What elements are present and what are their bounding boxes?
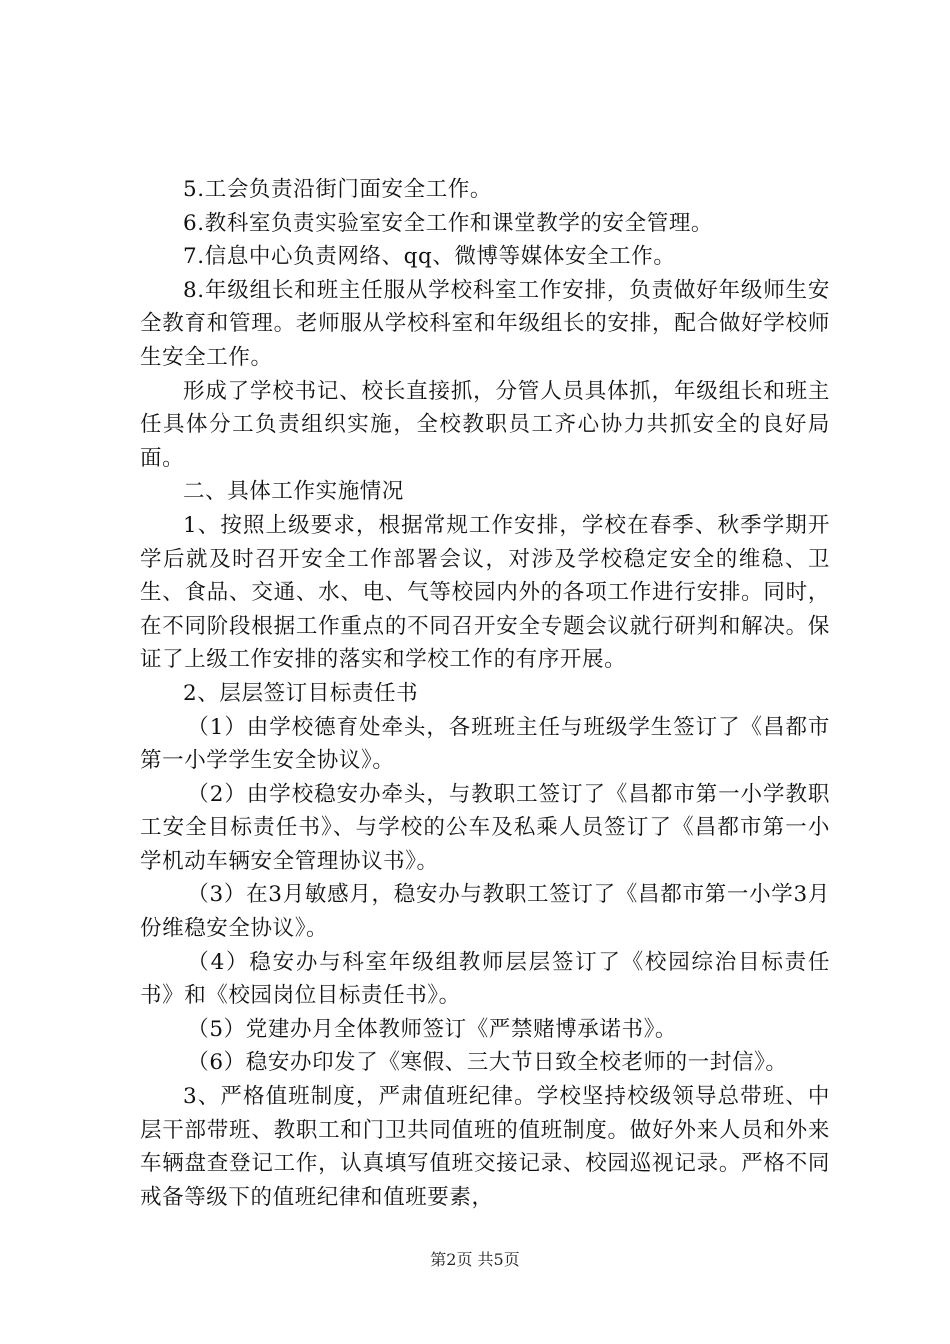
paragraph-sub-5: （5）党建办月全体教师签订《严禁赌博承诺书》。	[187, 1016, 678, 1042]
paragraph-item-6: 6.教科室负责实验室安全工作和课堂教学的安全管理。	[183, 210, 714, 236]
paragraph-sub-4: （4）稳安办与科室年级组教师层层签订了《校园综治目标责任书》和《校园岗位目标责任书》。	[140, 949, 830, 1009]
document-body	[140, 173, 830, 1214]
paragraph-item-7: 7.信息中心负责网络、qq、微博等媒体安全工作。	[183, 244, 676, 270]
page-number-footer: 第2页 共5页	[430, 1250, 520, 1269]
paragraph-point-3: 3、严格值班制度，严肃值班纪律。学校坚持校级领导总带班、中层干部带班、教职工和门卫共同值班的值班制度。做好外来人员和外来车辆盘查登记工作，认真填写值班交接记录、校园巡视记录。严格不同戒备等级下的值班纪律和值班要素，	[140, 1084, 830, 1210]
paragraph-point-1: 1、按照上级要求，根据常规工作安排，学校在春季、秋季学期开学后就及时召开安全工作部署会议，对涉及学校稳定安全的维稳、卫生、食品、交通、水、电、气等校园内外的各项工作进行安排。同时，在不同阶段根据工作重点的不同召开安全专题会议就行研判和解决。保证了上级工作安排的落实和学校工作的有序开展。	[140, 512, 830, 673]
paragraph-item-5: 5.工会负责沿街门面安全工作。	[183, 177, 493, 202]
paragraph-summary: 形成了学校书记、校长直接抓，分管人员具体抓，年级组长和班主任具体分工负责组织实施，全校教职员工齐心协力共抓安全的良好局面。	[140, 378, 830, 471]
paragraph-sub-3: （3）在3月敏感月，稳安办与教职工签订了《昌都市第一小学3月份维稳安全协议》。	[140, 882, 830, 942]
paragraph-sub-6: （6）稳安办印发了《寒假、三大节日致全校老师的一封信》。	[187, 1050, 788, 1076]
paragraph-item-8: 8.年级组长和班主任服从学校科室工作安排，负责做好年级师生安全教育和管理。老师服从学校科室和年级组长的安排，配合做好学校师生安全工作。	[140, 277, 830, 370]
paragraph-sub-1: （1）由学校德育处牵头，各班班主任与班级学生签订了《昌都市第一小学学生安全协议》。	[140, 714, 830, 774]
paragraph-sub-2: （2）由学校稳安办牵头，与教职工签订了《昌都市第一小学教职工安全目标责任书》、与学校的公车及私乘人员签订了《昌都市第一小学机动车辆安全管理协议书》。	[140, 781, 830, 874]
section-heading: 二、具体工作实施情况	[183, 479, 405, 505]
paragraph-point-2: 2、层层签订目标责任书	[183, 680, 419, 706]
